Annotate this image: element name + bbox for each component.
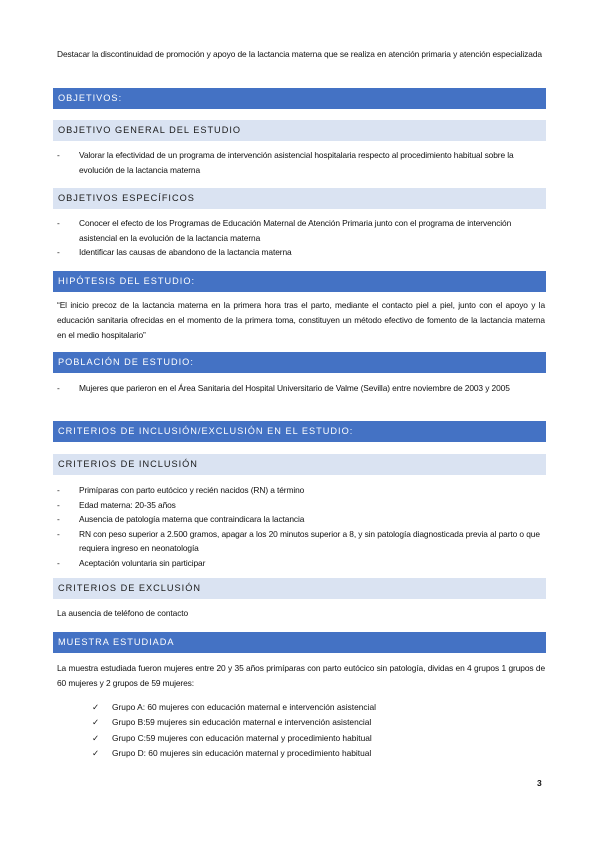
dash-bullet: - — [57, 383, 60, 393]
intro-paragraph: Destacar la discontinuidad de promoción y apoyo de la lactancia materna que se realiza en atención primaria y atención especializada — [57, 49, 542, 59]
section-heading-muestra: MUESTRA ESTUDIADA — [53, 632, 546, 653]
list-item: - Identificar las causas de abandono de la lactancia materna — [57, 245, 545, 260]
dash-bullet: - — [57, 557, 60, 568]
subheading-criterios-exclusion: CRITERIOS DE EXCLUSIÓN — [53, 578, 546, 599]
list-item: - Edad materna: 20-35 años — [57, 498, 545, 513]
objetivos-especificos-list — [57, 216, 545, 260]
dash-bullet: - — [57, 218, 60, 228]
dash-bullet: - — [57, 247, 60, 257]
list-item: - Mujeres que parieron en el Área Sanitaria del Hospital Universitario de Valme (Sevilla) entre noviembre de 2003 y 2005 — [57, 381, 545, 396]
dash-bullet: - — [57, 499, 60, 510]
objetivo-general-list — [57, 148, 545, 177]
dash-bullet: - — [57, 528, 60, 539]
dash-bullet: - — [57, 514, 60, 524]
poblacion-list — [57, 381, 545, 396]
section-heading-poblacion: POBLACIÓN DE ESTUDIO: — [53, 352, 546, 373]
checkmark-icon: ✓ — [92, 717, 100, 728]
dash-bullet: - — [57, 485, 60, 495]
hipotesis-paragraph: “El inicio precoz de la lactancia materna en la primera hora tras el parto, mediante el contacto piel a piel, junto con el apoyo y la educación sanitaria ofrecidas en el momento de la primera toma, constituyen un método efectivo de fomento de la lactancia materna en el medio hospitalario” — [57, 300, 545, 340]
checkmark-icon: ✓ — [92, 732, 100, 743]
list-item: - Conocer el efecto de los Programas de Educación Maternal de Atención Primaria junto con el programa de intervención asistencial en la evolución de la lactancia materna — [57, 218, 512, 243]
page-number: 3 — [537, 778, 542, 788]
list-item: - Ausencia de patología materna que contraindicara la lactancia — [57, 512, 545, 527]
list-item: - Aceptación voluntaria sin participar — [57, 556, 545, 571]
list-item: ✓ Grupo B:59 mujeres sin educación maternal e intervención asistencial — [92, 715, 512, 730]
list-item: - Valorar la efectividad de un programa de intervención asistencial hospitalaria respecto al procedimiento habitual sobre la evolución de la lactancia materna — [57, 150, 514, 175]
exclusion-paragraph: La ausencia de teléfono de contacto — [57, 608, 189, 618]
list-item: ✓ Grupo D: 60 mujeres sin educación maternal y procedimiento habitual — [92, 746, 512, 761]
subheading-criterios-inclusion: CRITERIOS DE INCLUSIÓN — [53, 454, 546, 475]
muestra-paragraph: La muestra estudiada fueron mujeres entre 20 y 35 años primíparas con parto eutócico sin patología, dividas en 4 grupos 1 grupos de 60 mujeres y 2 grupos de 59 mujeres: — [57, 663, 545, 688]
section-heading-criterios: CRITERIOS DE INCLUSIÓN/EXCLUSIÓN EN EL ESTUDIO: — [53, 421, 546, 442]
subheading-objetivo-general: OBJETIVO GENERAL DEL ESTUDIO — [53, 120, 546, 141]
list-item: ✓ Grupo A: 60 mujeres con educación maternal e intervención asistencial — [92, 700, 512, 715]
section-heading-hipotesis: HIPÓTESIS DEL ESTUDIO: — [53, 271, 546, 292]
checkmark-icon: ✓ — [92, 702, 100, 712]
subheading-objetivos-especificos: OBJETIVOS ESPECÍFICOS — [53, 188, 546, 209]
list-item: ✓ Grupo C:59 mujeres con educación maternal y procedimiento habitual — [92, 731, 512, 746]
dash-bullet: - — [57, 150, 60, 160]
criterios-inclusion-list — [57, 483, 545, 570]
list-item: - RN con peso superior a 2.500 gramos, apagar a los 20 minutos superior a 8, y sin patología diagnosticada previa al parto o que requiera ingreso en neonatología — [57, 528, 540, 553]
list-item: - Primíparas con parto eutócico y recién nacidos (RN) a término — [57, 483, 545, 498]
section-heading-objetivos: OBJETIVOS: — [53, 88, 546, 109]
muestra-groups-list — [92, 700, 512, 761]
checkmark-icon: ✓ — [92, 747, 100, 758]
